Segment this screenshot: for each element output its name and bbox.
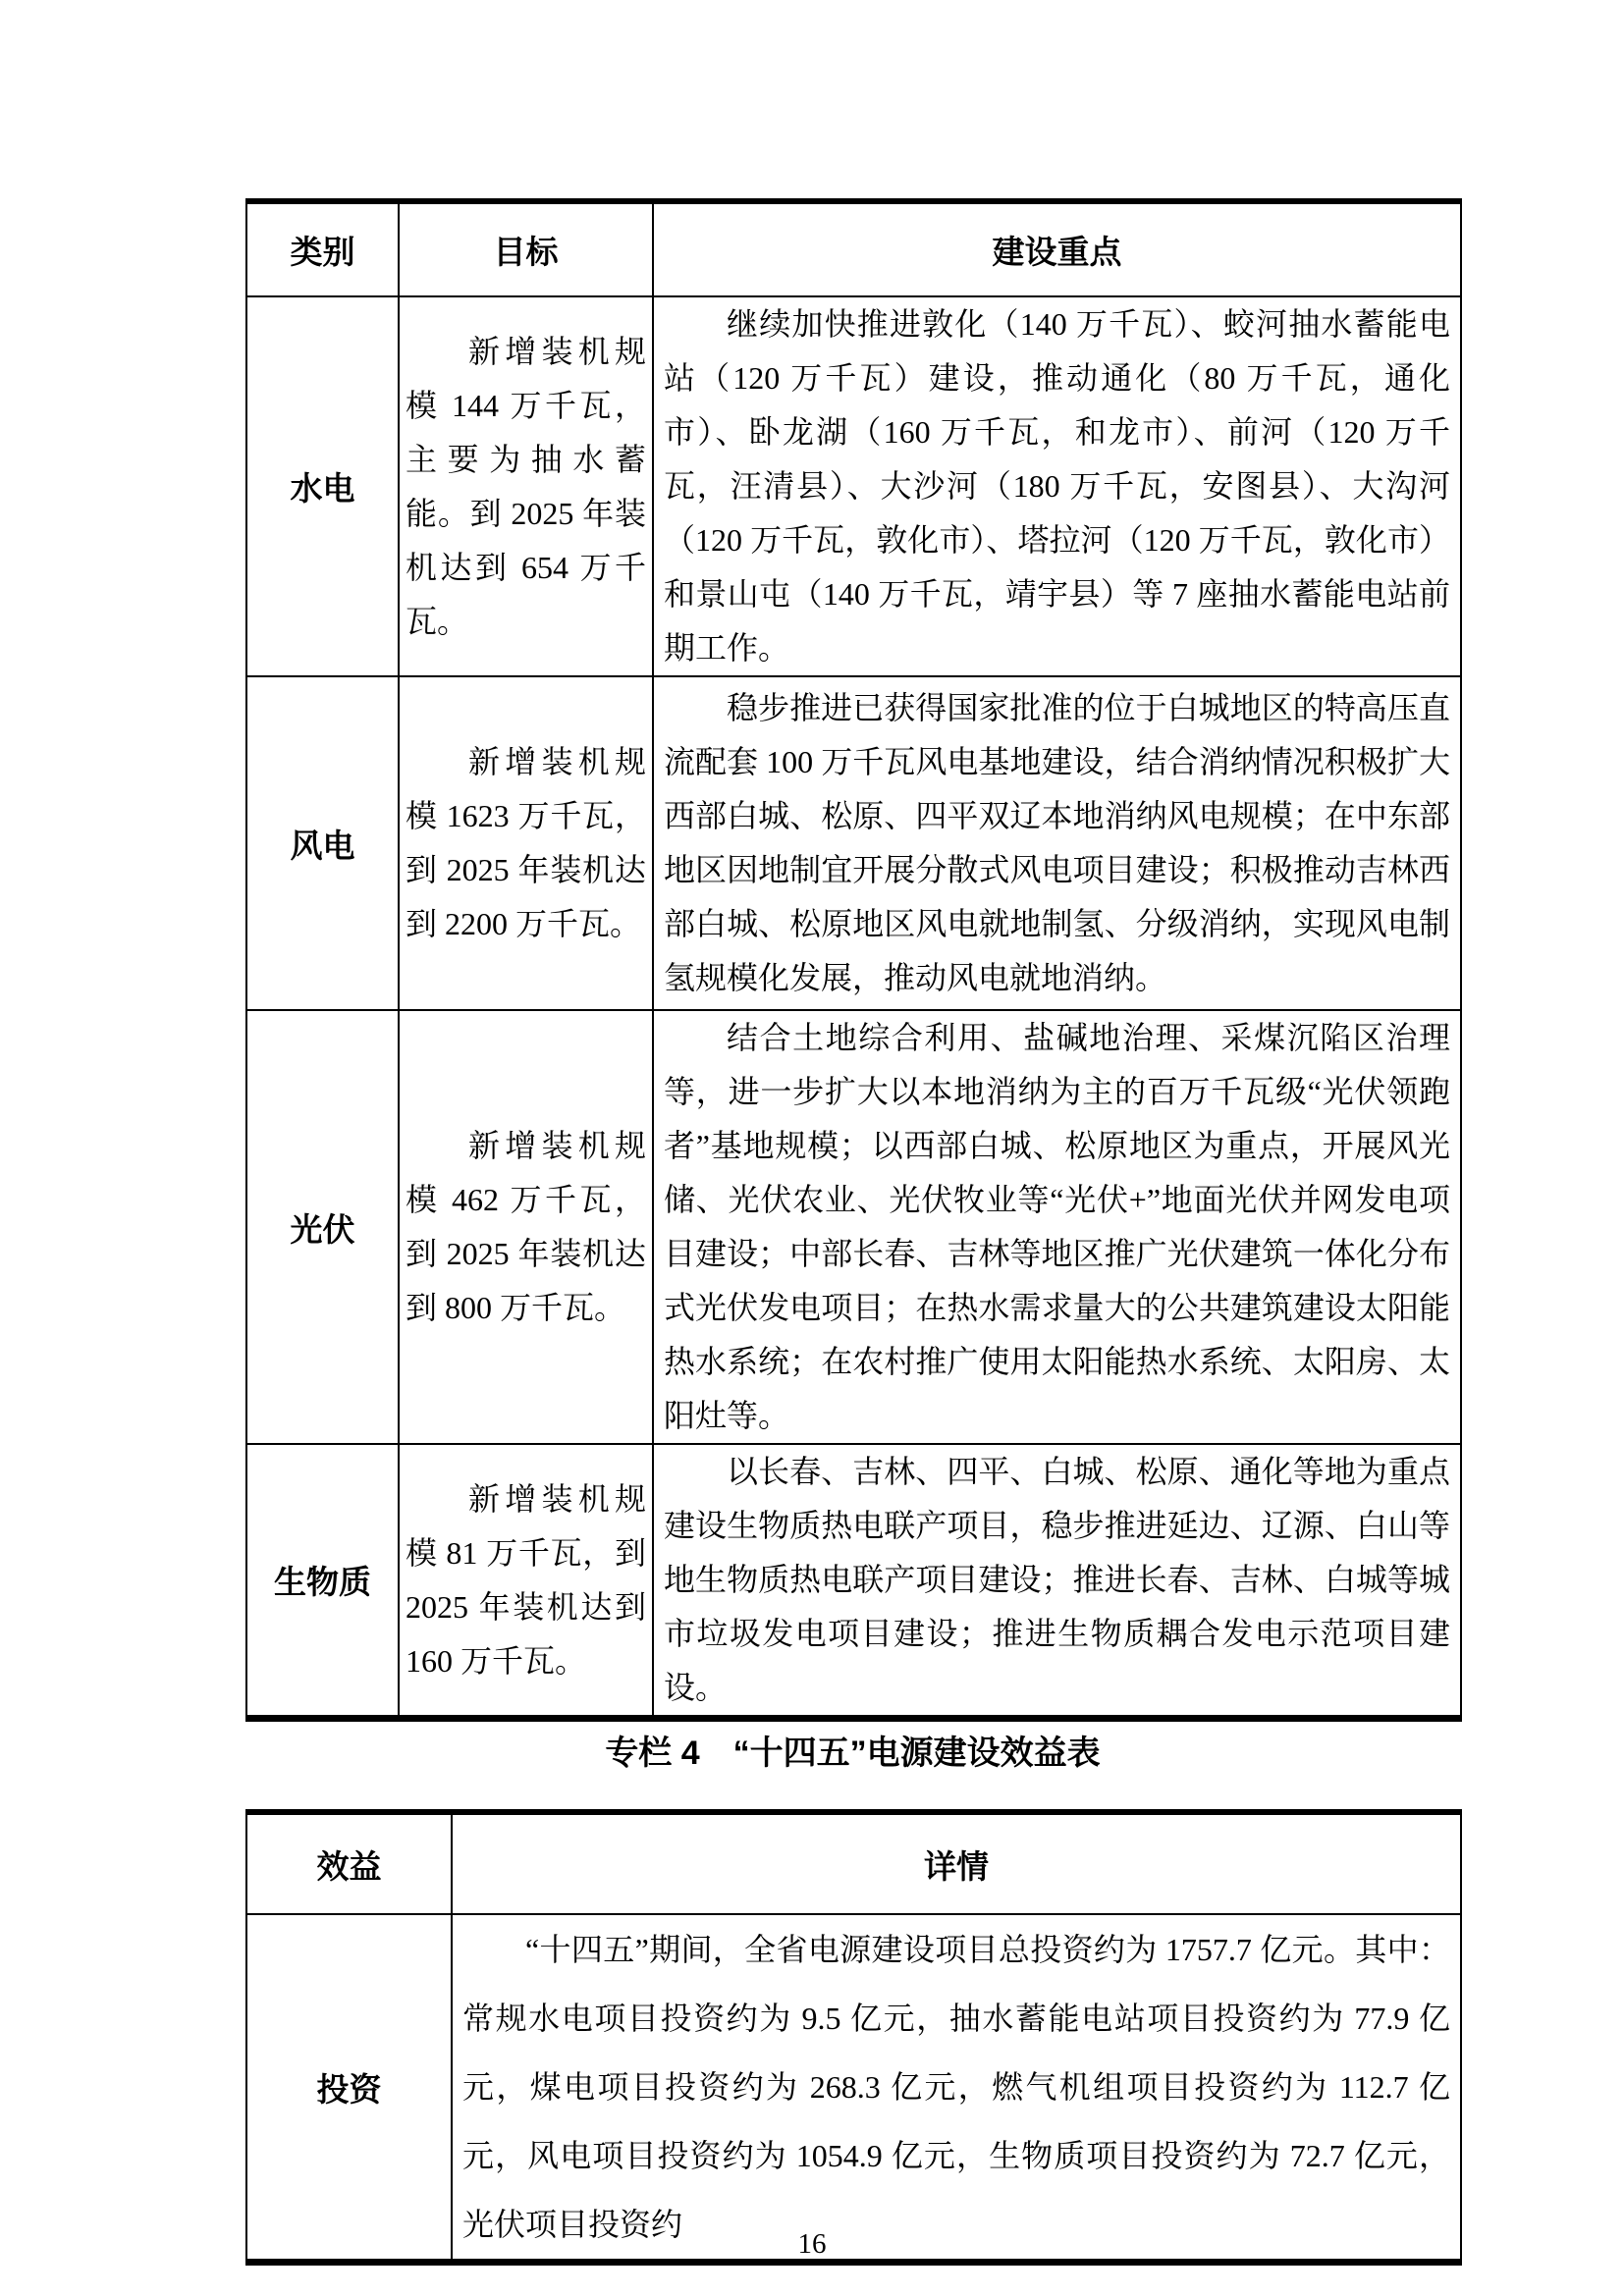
column-header-benefit: 效益: [246, 1812, 452, 1914]
investment-detail-text: “十四五”期间，全省电源建设项目总投资约为 1757.7 亿元。其中：常规水电项目投资约为 9.5 亿元，抽水蓄能电站项目投资约为 77.9 亿元，煤电项目投资约为 268.3 亿元，燃气机组项目投资约为 112.7 亿元，风电项目投资约为 1054.9 亿元，生物质项目投资约为 72.7 亿元，光伏项目投资约: [462, 1932, 1450, 2242]
solar-detail-cell: [653, 1010, 1461, 1444]
wind-detail-text: 稳步推进已获得国家批准的位于白城地区的特高压直流配套 100 万千瓦风电基地建设，结合消纳情况积极扩大西部白城、松原、四平双辽本地消纳风电规模；在中东部地区因地制宜开展分散式风电项目建设；积极推动吉林西部白城、松原地区风电就地制氢、分级消纳，实现风电制氢规模化发展，推动风电就地消纳。: [664, 690, 1450, 995]
table-row-wind: [246, 676, 1461, 1010]
solar-category-cell: 光伏: [246, 1010, 399, 1444]
solar-target-text: 新增装机规模 462 万千瓦，到 2025 年装机达到 800 万千瓦。: [406, 1128, 646, 1325]
column-header-target: 目标: [399, 201, 653, 296]
hydro-detail-text: 继续加快推进敦化（140 万千瓦）、蛟河抽水蓄能电站（120 万千瓦）建设，推动通化（80 万千瓦，通化市）、卧龙湖（160 万千瓦，和龙市）、前河（120 万千瓦，汪清县）、大沙河（180 万千瓦，安图县）、大沟河（120 万千瓦，敦化市）、塔拉河（120 万千瓦，敦化市）和景山屯（140 万千瓦，靖宇县）等 7 座抽水蓄能电站前期工作。: [664, 306, 1450, 666]
column-header-details: 详情: [452, 1812, 1461, 1914]
investment-category-cell: 投资: [246, 1914, 452, 2263]
power-construction-table: [245, 198, 1462, 1722]
section-title: 专栏 4 “十四五”电源建设效益表: [605, 1735, 1101, 1772]
biomass-detail-text: 以长春、吉林、四平、白城、松原、通化等地为重点建设生物质热电联产项目，稳步推进延边、辽源、白山等地生物质热电联产项目建设；推进长春、吉林、白城等城市垃圾发电项目建设；推进生物质耦合发电示范项目建设。: [664, 1454, 1450, 1705]
table-row-investment: [246, 1914, 1461, 2263]
biomass-detail-cell: [653, 1444, 1461, 1719]
hydro-category-cell: 水电: [246, 296, 399, 676]
wind-target-cell: [399, 676, 653, 1010]
benefit-table: [245, 1809, 1462, 2266]
biomass-category-cell: 生物质: [246, 1444, 399, 1719]
investment-detail-cell: [452, 1914, 1461, 2263]
hydro-detail-cell: [653, 296, 1461, 676]
table-row-solar: [246, 1010, 1461, 1444]
column-header-focus: 建设重点: [653, 201, 1461, 296]
wind-category-cell: 风电: [246, 676, 399, 1010]
hydro-target-cell: [399, 296, 653, 676]
solar-target-cell: [399, 1010, 653, 1444]
table1-header-row: [246, 201, 1461, 296]
wind-target-text: 新增装机规模 1623 万千瓦，到 2025 年装机达到 2200 万千瓦。: [406, 744, 646, 941]
table-row-hydro: [246, 296, 1461, 676]
page-number: 16: [797, 2228, 827, 2260]
table2-header-row: [246, 1812, 1461, 1914]
table-row-biomass: [246, 1444, 1461, 1719]
solar-detail-text: 结合土地综合利用、盐碱地治理、采煤沉陷区治理等，进一步扩大以本地消纳为主的百万千瓦级“光伏领跑者”基地规模；以西部白城、松原地区为重点，开展风光储、光伏农业、光伏牧业等“光伏+”地面光伏并网发电项目建设；中部长春、吉林等地区推广光伏建筑一体化分布式光伏发电项目；在热水需求量大的公共建筑建设太阳能热水系统；在农村推广使用太阳能热水系统、太阳房、太阳灶等。: [664, 1020, 1450, 1433]
biomass-target-cell: [399, 1444, 653, 1719]
column-header-category: 类别: [246, 201, 399, 296]
wind-detail-cell: [653, 676, 1461, 1010]
biomass-target-text: 新增装机规模 81 万千瓦，到 2025 年装机达到 160 万千瓦。: [406, 1480, 646, 1679]
hydro-target-text: 新增装机规模 144 万千瓦，主要为抽水蓄能。到 2025 年装机达到 654 万千瓦。: [406, 333, 646, 639]
